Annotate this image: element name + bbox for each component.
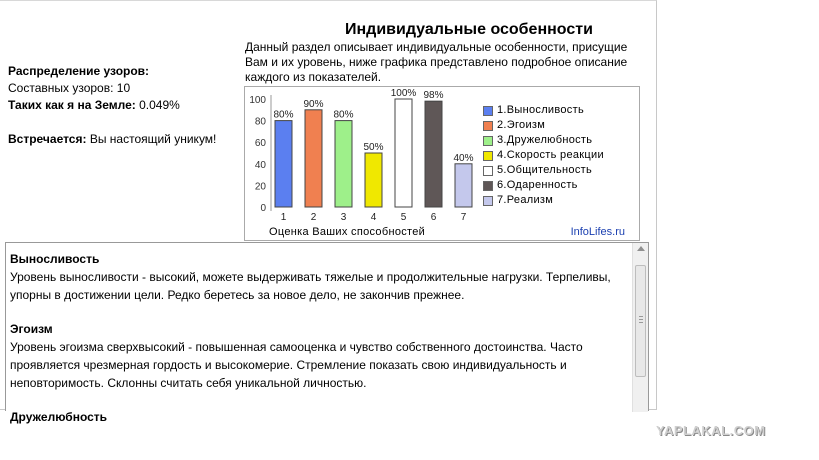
bar-value-label: 90% [303,98,324,110]
legend-item [483,133,604,148]
composite-patterns: Составных узоров: 10 [8,81,131,95]
trait-description [10,408,624,426]
trait-title: Дружелюбность [10,410,108,424]
chart-legend [483,103,604,208]
bar-value-label: 50% [363,142,384,153]
occurs-row [8,131,238,148]
scroll-thumb[interactable] [635,265,646,377]
traits-chart [244,86,640,241]
legend-swatch [483,181,493,191]
like-me-label: Таких как я на Земле: [8,98,136,112]
bar [395,99,412,207]
occurs-label: Встречается: [8,132,87,146]
legend-label: 5.Общительность [497,164,593,176]
legend-swatch [483,121,493,131]
legend-item [483,118,604,133]
section-title: Индивидуальные особенности [345,21,593,38]
bar-value-label: 100% [390,88,417,99]
x-tick-label: 5 [400,212,407,223]
y-tick-label: 60 [254,138,266,150]
trait-text: Уровень эгоизма сверхвысокий - повышенная самооценка и чувство собственного достоинства. Часто проявляется чрезмерная гордость и высокомерие. Стремление показать свою индивидуальность и неповторимость. Склонны считать себя уникальной личностью. [10,340,583,390]
bar [305,110,322,207]
trait-description [10,320,624,392]
chart-source-link[interactable]: InfoLifes.ru [570,226,625,238]
occurs-value: Вы настоящий уникум! [89,132,217,146]
legend-item [483,163,604,178]
y-tick-label: 80 [254,116,266,128]
x-tick-label: 3 [340,212,347,223]
legend-label: 2.Эгоизм [497,119,546,131]
chart-xlabel: Оценка Ваших способностей [269,226,426,238]
legend-item [483,148,604,163]
bar [455,164,472,207]
x-tick-label: 6 [430,212,437,223]
legend-swatch [483,196,493,206]
details-panel[interactable] [5,242,649,424]
y-tick-label: 100 [249,95,266,106]
legend-swatch [483,166,493,176]
legend-swatch [483,136,493,146]
y-tick-label: 40 [254,159,266,171]
legend-label: 1.Выносливость [497,104,584,116]
like-me-value: 0.049% [139,98,180,112]
distribution-title: Распределение узоров: [8,64,150,78]
trait-text: Уровень выносливости - высокий, можете выдерживать тяжелые и продолжительные нагрузки. Терпеливы, упорны в достижении цели. Редко беретесь за новое дело, не закончив прежнее. [10,270,611,302]
bar [335,121,352,207]
x-tick-label: 1 [280,212,287,223]
legend-item [483,178,604,193]
bar [275,121,292,207]
y-tick-label: 0 [260,203,266,214]
x-tick-label: 2 [310,212,317,223]
legend-swatch [483,151,493,161]
bar-value-label: 40% [453,152,474,164]
legend-label: 3.Дружелюбность [497,134,593,146]
y-tick-label: 20 [254,181,266,193]
legend-label: 7.Реализм [497,194,554,206]
legend-label: 6.Одаренность [497,179,578,191]
bar-value-label: 80% [333,109,354,121]
section-description: Данный раздел описывает индивидуальные особенности, присущие Вам и их уровень, ниже графика представлено подробное описание каждого из показателей. [245,40,628,84]
grip-icon [639,316,643,323]
bar-value-label: 98% [423,90,444,102]
bar [365,153,382,207]
details-content [6,243,648,426]
trait-title: Эгоизм [10,322,53,336]
legend-item [483,103,604,118]
legend-swatch [483,106,493,116]
bar-value-label: 80% [273,109,294,121]
like-me-row [8,97,238,114]
legend-item [483,193,604,208]
scroll-up-arrow-icon[interactable] [637,246,645,251]
trait-title: Выносливость [10,252,100,266]
legend-label: 4.Скорость реакции [497,149,604,161]
watermark: YAPLAKAL.COM [656,423,766,438]
x-tick-label: 7 [460,212,467,223]
bar [425,101,442,207]
pattern-summary [8,63,238,148]
trait-description [10,250,624,304]
details-scrollbar[interactable] [632,243,648,412]
x-tick-label: 4 [370,212,377,223]
